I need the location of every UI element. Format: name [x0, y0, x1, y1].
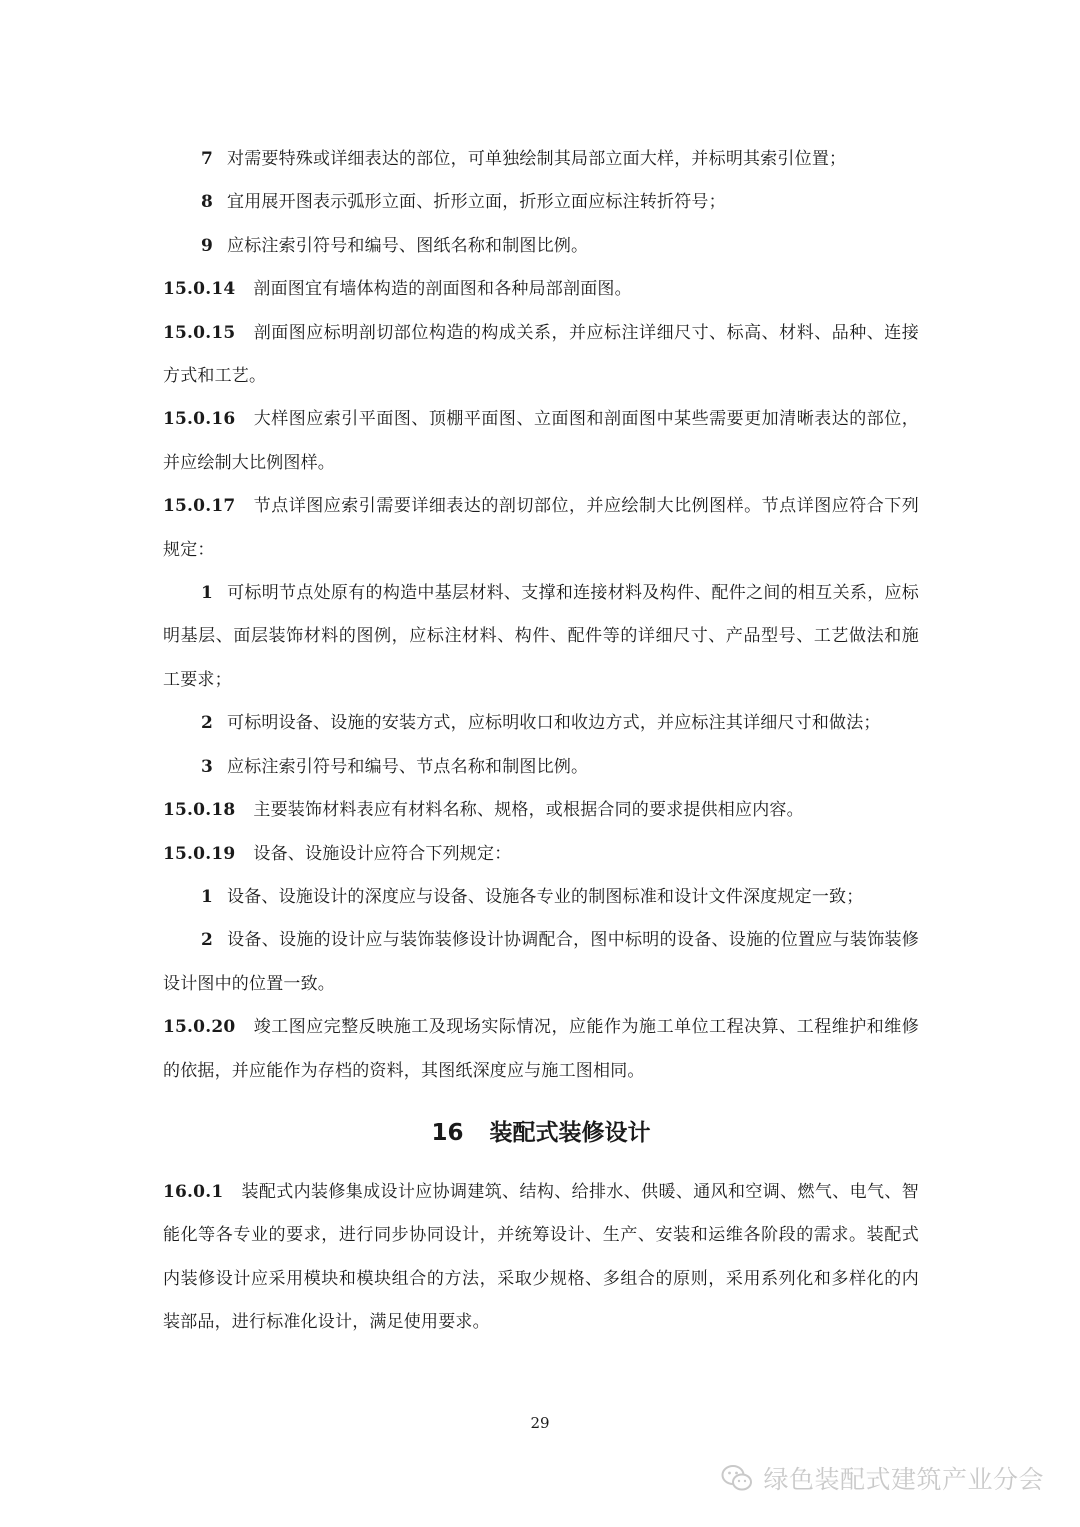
watermark-text: 绿色装配式建筑产业分会 [763, 1465, 1044, 1494]
clause-15-0-14: 15.0.14 剖面图宜有墙体构造的剖面图和各种局部剖面图。 [163, 279, 632, 300]
list-item: 1 可标明节点处原有的构造中基层材料、支撑和连接材料及构件、配件之间的相互关系，应标明基层、面层装饰材料的图例，应标注材料、构件、配件等的详细尺寸、产品型号、工艺做法和施工要求； [163, 583, 919, 690]
list-item: 8 宜用展开图表示弧形立面、折形立面，折形立面应标注转折符号； [201, 192, 726, 213]
clause-15-0-20: 15.0.20 竣工图应完整反映施工及现场实际情况，应能作为施工单位工程决算、工程维护和维修的依据，并应能作为存档的资料，其图纸深度应与施工图相同。 [163, 1017, 919, 1081]
list-item: 2 可标明设备、设施的安装方式，应标明收口和收边方式，并应标注其详细尺寸和做法； [201, 713, 881, 734]
clause-15-0-17: 15.0.17 节点详图应索引需要详细表达的剖切部位，并应绘制大比例图样。节点详图应符合下列规定： [163, 496, 919, 560]
page-number: 29 [530, 1414, 550, 1432]
document-body [163, 138, 919, 1345]
list-item: 1 设备、设施设计的深度应与设备、设施各专业的制图标准和设计文件深度规定一致； [201, 886, 864, 907]
clause-15-0-19: 15.0.19 设备、设施设计应符合下列规定： [163, 843, 512, 864]
clause-15-0-15: 15.0.15 剖面图应标明剖切部位构造的构成关系，并应标注详细尺寸、标高、材料、品种、连接方式和工艺。 [163, 322, 919, 387]
clause-16-0-1: 16.0.1 装配式内装修集成设计应协调建筑、结构、给排水、供暖、通风和空调、燃气、电气、智能化等各专业的要求，进行同步协同设计，并统筹设计、生产、安装和运维各阶段的需求。装配式内装修设计应采用模块和模块组合的方法，采取少规格、多组合的原则，采用系列化和多样化的内装部品，进行标准化设计，满足使用要求。 [163, 1181, 919, 1333]
wechat-icon [721, 1463, 753, 1493]
list-item: 9 应标注索引符号和编号、图纸名称和制图比例。 [201, 235, 589, 256]
list-item: 3 应标注索引符号和编号、节点名称和制图比例。 [201, 756, 589, 777]
clause-15-0-16: 15.0.16 大样图应索引平面图、顶棚平面图、立面图和剖面图中某些需要更加清晰表达的部位，并应绘制大比例图样。 [163, 409, 919, 473]
list-item: 7 对需要特殊或详细表达的部位，可单独绘制其局部立面大样，并标明其索引位置； [201, 149, 847, 169]
section-heading: 16 装配式装修设计 [431, 1119, 651, 1146]
clause-15-0-18: 15.0.18 主要装饰材料表应有材料名称、规格，或根据合同的要求提供相应内容。 [163, 800, 804, 821]
watermark [721, 1460, 1044, 1496]
list-item: 2 设备、设施的设计应与装饰装修设计协调配合，图中标明的设备、设施的位置应与装饰装修设计图中的位置一致。 [163, 930, 919, 994]
